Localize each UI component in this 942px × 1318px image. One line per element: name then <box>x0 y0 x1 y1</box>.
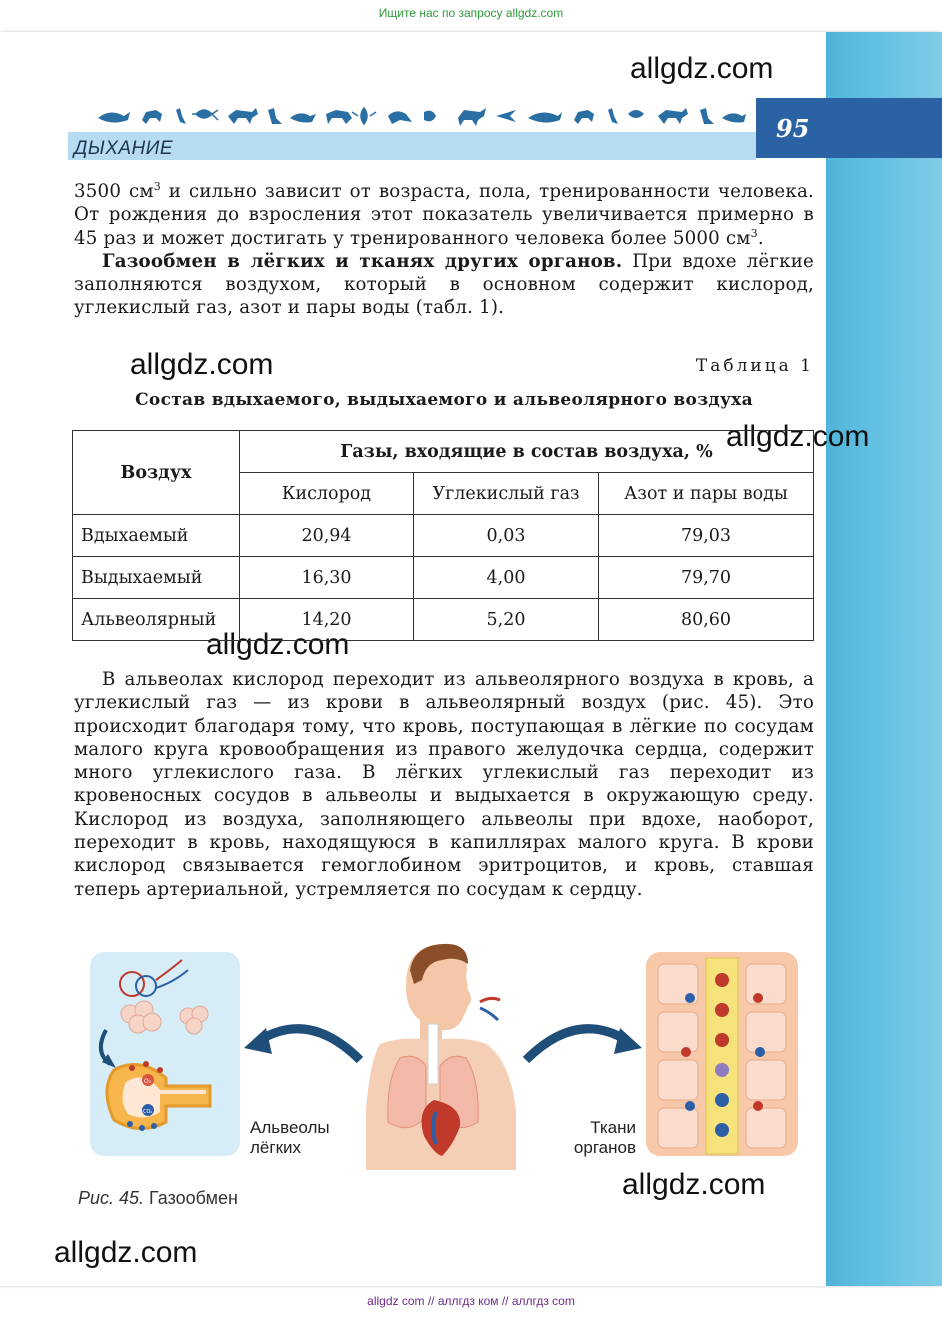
table-row <box>73 557 814 599</box>
page-edge-band <box>826 32 942 1286</box>
table-cell: 79,70 <box>599 557 814 599</box>
table-row <box>73 515 814 557</box>
paragraph-alveoli-exchange: В альвеолах кислород переходит из альвеолярного воздуха в кровь, а углекислый газ — из крови в альвеолярный воздух (рис. 45). Это происходит благодаря тому, что кровь, поступающая в лёгкие по сосудам малого круга кровообращения из правого желудочка сердца, содержит много углекислого газа. В лёгких углекислый газ переходит из кровеносных сосудов в альвеолы и выдыхается в окружающую среду. Кислород из воздуха, заполняющего альвеолы при вдохе, наоборот, переходит в кровь, находящуюся в капиллярах малого круга. В крови кислород связывается гемоглобином эритроцитов, и кровь, ставшая теперь артериальной, устремляется по сосудам к сердцу. <box>74 669 814 900</box>
table-header-gases: Газы, входящие в состав воздуха, % <box>240 431 814 473</box>
paragraph-gas-exchange-intro: Газообмен в лёгких и тканях других органов. При вдохе лёгкие заполняются воздухом, который в основном содержит кислород, углекислый газ, азот и пары воды (табл. 1). <box>74 250 814 319</box>
table-caption: Состав вдыхаемого, выдыхаемого и альвеолярного воздуха <box>135 390 753 410</box>
table-cell: Выдыхаемый <box>73 557 240 599</box>
table-header-nitrogen: Азот и пары воды <box>599 473 814 515</box>
table-cell: 80,60 <box>599 599 814 641</box>
table-cell: 14,20 <box>240 599 414 641</box>
table-cell: 20,94 <box>240 515 414 557</box>
table-label: Таблица 1 <box>695 356 814 376</box>
alveoli-panel <box>90 952 240 1156</box>
page-number: 95 <box>776 114 810 143</box>
gas-exchange-figure <box>70 940 810 1170</box>
figure-caption: Рис. 45. Газообмен <box>78 1188 238 1208</box>
table-cell: Альвеолярный <box>73 599 240 641</box>
human-lungs-illustration <box>366 944 516 1170</box>
table-header-oxygen: Кислород <box>240 473 414 515</box>
table-cell: Вдыхаемый <box>73 515 240 557</box>
watermark: allgdz.com <box>130 348 274 381</box>
table-cell: 0,03 <box>414 515 599 557</box>
animal-silhouettes-icon <box>96 104 746 128</box>
table-cell: 4,00 <box>414 557 599 599</box>
watermark: allgdz.com <box>630 52 774 85</box>
paragraph-lung-capacity: 3500 $см^3$ и сильно зависит от возраста, пола, тренированности человека. От рождения до взросления этот показатель увеличивается примерно в 45 раз и может достигать у тренированного человека более 5000 $см^3$. <box>74 179 814 249</box>
arrow-right-icon <box>526 1029 626 1060</box>
o2-label: O₂ <box>144 1078 152 1085</box>
watermark: allgdz.com <box>622 1168 766 1201</box>
section-title: ДЫХАНИЕ <box>74 138 174 159</box>
label-tissues: Ткани органов <box>573 1118 636 1157</box>
intro-paragraphs <box>74 180 814 320</box>
bottom-links[interactable]: allgdz com // аллгдз ком // аллгдз com <box>367 1294 575 1308</box>
table-row <box>73 599 814 641</box>
arrow-left-icon <box>260 1029 360 1060</box>
table-cell: 79,03 <box>599 515 814 557</box>
table-header-air: Воздух <box>73 431 240 515</box>
watermark: allgdz.com <box>206 628 350 661</box>
table-cell: 16,30 <box>240 557 414 599</box>
table-cell: 5,20 <box>414 599 599 641</box>
label-alveoli: Альвеолы лёгких <box>250 1118 330 1157</box>
air-composition-table <box>72 430 814 641</box>
top-search-hint[interactable]: Ищите нас по запросу allgdz.com <box>378 6 564 20</box>
co2-label: CO₂ <box>143 1109 153 1115</box>
watermark: allgdz.com <box>54 1236 198 1269</box>
watermark: allgdz.com <box>726 420 870 453</box>
table-header-co2: Углекислый газ <box>414 473 599 515</box>
tissue-panel <box>646 952 798 1156</box>
